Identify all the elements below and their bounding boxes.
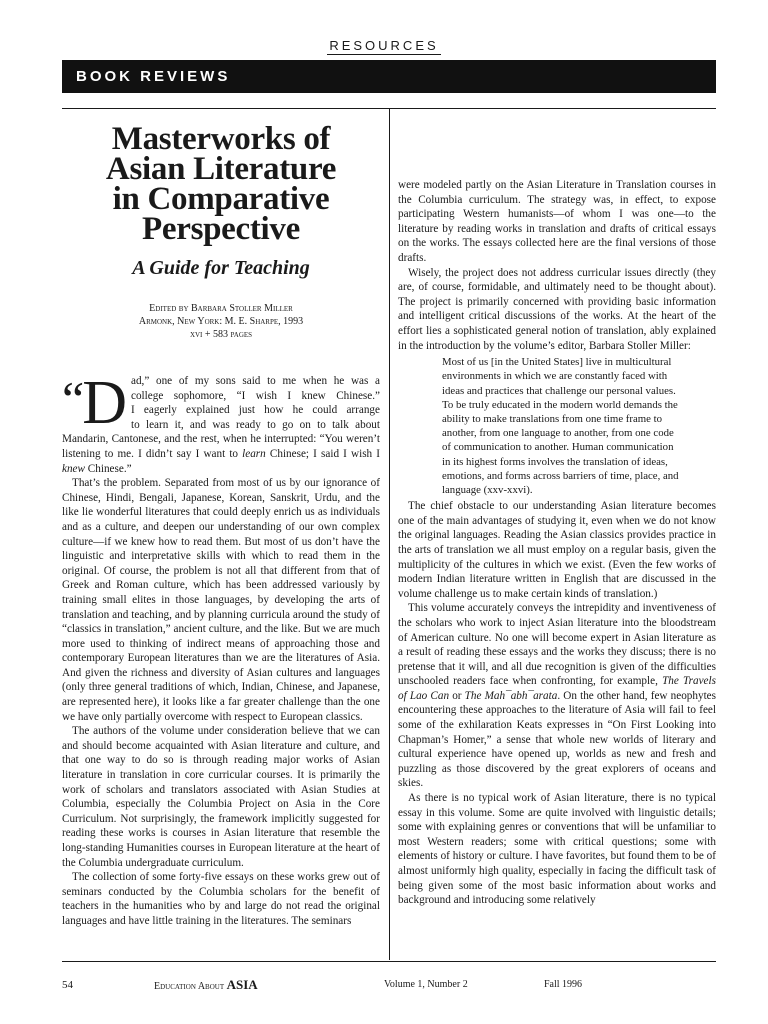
- text-line: I eagerly explained just how he could arrange: [130, 404, 380, 417]
- text-run: . On the other hand, few neophytes encountering these approaches to the literature of Asia will fail to feel some of the exhilaration Keats expresses in “On First Looking into Chapman’s Homer,” a sense that whole new worlds of literary and cultural experience have opened up, worlds as new and fresh and puzzling as those discovered by the great explorers of oceans and skies.: [398, 689, 716, 790]
- paragraph: That’s the problem. Separated from most of us by our ignorance of Chinese, Hindi, Bengali, Japanese, Korean, Sanskrit, Urdu, and the like lie wonderful literatures that could deeply enrich us as individuals and as a culture, and deepen our understanding of our own complex culture—if we knew how to read them. But most of us don’t have the linguistic and interpretative skills with which to read them in the original. Of course, the problem is not all that different from that of Greek and Roman culture, which has been addressed variously by training small elites in those languages, by developing the arts of translation and teaching, and by planning curricula around the study of “classics in translation,” ancient culture, and the like. But we are much more used to thinking of indirect means of approaching those and contemporary European literatures than we are the literatures of Asia. And given the richness and diversity of Asian cultures and languages (only three general traditions of which, Indian, Chinese, and Japanese, are represented here), it looks like a far greater challenge than the one we have only partially overcome with respect to European classics.: [62, 477, 380, 723]
- book-title: The Mah¯abh¯arata: [464, 689, 558, 702]
- column-divider: [389, 108, 390, 960]
- left-column: [62, 369, 380, 929]
- drop-cap: D: [82, 369, 127, 437]
- right-column: [398, 178, 716, 908]
- journal-name-big: ASIA: [226, 977, 258, 992]
- text-run: This volume accurately conveys the intrepidity and inventiveness of the scholars who work to inject Asian literature into the bloodstream of American culture. No one will become expert in Asian literature as a result of reading these essays and the works they discuss; there is no pretense that it will, and all due recognition is given of the difficulties unschooled readers face when confronting, for example,: [398, 602, 716, 688]
- text-run: Chinese.”: [85, 462, 132, 475]
- section-label: RESOURCES: [329, 38, 439, 53]
- article-subtitle: A Guide for Teaching: [132, 257, 310, 279]
- book-title: The Travels of Lao Can: [398, 675, 716, 702]
- paragraph: [62, 369, 380, 476]
- title-line: Asian Literature: [105, 151, 337, 187]
- publisher-credit: Armonk, New York: M. E. Sharpe, 1993: [138, 316, 304, 327]
- paragraph: [398, 601, 716, 791]
- text-run: or: [449, 689, 465, 702]
- paragraph: The chief obstacle to our understanding Asian literature becomes one of the main advantages of studying it, even when we do not know the original languages. Reading the Asian classics provides practice in the arts of translation we all must employ on a regular basis, given the multiplicity of the cultures in which we exist. (Even the few works of modern Indian literature written in English that are discussed in the volume challenge us to make certain kinds of translation.): [398, 500, 716, 600]
- block-quote: Most of us [in the United States] live in multicultural environments in which we are constantly faced with ideas and practices that challenge our personal values. To be truly educated in the modern world demands the ability to make translations from one time frame to another, from one language to another, from one code of communication to another. Human communication in its highest forms involves the translation of ideas, emotions, and forms across barriers of time, place, and language (xxv-xxvi).: [442, 356, 679, 496]
- journal-name: [154, 978, 258, 994]
- volume-info: Volume 1, Number 2: [384, 979, 468, 990]
- editor-credit: Edited by Barbara Stoller Miller: [149, 303, 293, 314]
- page-number: 54: [62, 979, 73, 991]
- bottom-rule: [62, 961, 716, 962]
- book-reviews-banner: BOOK REVIEWS: [62, 60, 716, 93]
- journal-name-small: Education About: [154, 981, 225, 992]
- text-line: to learn it, and was ready to go on to talk about: [130, 418, 380, 431]
- emphasis: knew: [62, 462, 85, 475]
- text-run: Mandarin, Cantonese, and the rest, when he interrupted: “You weren’t listening to me. I didn’t say I want to: [62, 433, 380, 460]
- title-line: in Comparative: [112, 181, 330, 217]
- text-run: Chinese; I said I wish I: [265, 447, 380, 460]
- title-line: Perspective: [142, 211, 300, 247]
- paragraph: The collection of some forty-five essays on these works grew out of seminars conducted by the Columbia scholars for the benefit of teachers in the humanities who by and large do not read the original languages and have little training in the literatures. The seminars: [62, 871, 380, 927]
- text-line: college sophomore, “I wish I knew Chinese.”: [130, 389, 380, 402]
- paragraph: were modeled partly on the Asian Literature in Translation courses in the Columbia curriculum. The strategy was, in effect, to expose participating Western humanists—of whom I was one—to the literature by reading works in translation and drafts of critical essays on the works. The essays collected here are the final versions of those drafts.: [398, 179, 716, 264]
- paragraph: As there is no typical work of Asian literature, there is no typical essay in this volume. Some are quite involved with linguistic details; some with explaining genres or conventions that will be unfamiliar to most Western readers; some with critical questions; some with elements of history or culture. I have favorites, but found them to be of almost uniformly high quality, especially in facing the difficult task of being given some of the most basic information about works and background and introducing some relatively: [398, 792, 716, 907]
- drop-quote: “: [62, 371, 81, 427]
- book-credits: [62, 302, 380, 341]
- page-count: xvi + 583 pages: [189, 329, 253, 340]
- article-title-block: [62, 121, 380, 341]
- text-line: ad,” one of my sons said to me when he was a: [130, 375, 380, 387]
- emphasis: learn: [242, 447, 266, 460]
- title-line: Masterworks of: [111, 121, 331, 157]
- paragraph: Wisely, the project does not address curricular issues directly (they are, of course, formidable, and ultimately need to be thought about). The project is primarily concerned with providing basic information and intelligent critical discussions of the works. At the heart of the effort lies a sophisticated general notion of translation, ably explained in the introduction by the volume’s editor, Barbara Stoller Miller:: [398, 266, 716, 352]
- issue-date: Fall 1996: [544, 979, 583, 990]
- paragraph: The authors of the volume under consideration believe that we can and should become acquainted with Asian literature and culture, and that one way to do so is through reading major works of Asian literature in translation in core curricular courses. It is primarily the work of scholars and translators associated with Asian Studies at Columbia, especially the Columbia Project on Asia in the Core Curriculum. Not surprisingly, the framework implicitly suggested for reading these works is courses in Asian literature that resemble the long-standing Humanities courses in European literature at the heart of the Columbia undergraduate curriculum.: [62, 725, 380, 869]
